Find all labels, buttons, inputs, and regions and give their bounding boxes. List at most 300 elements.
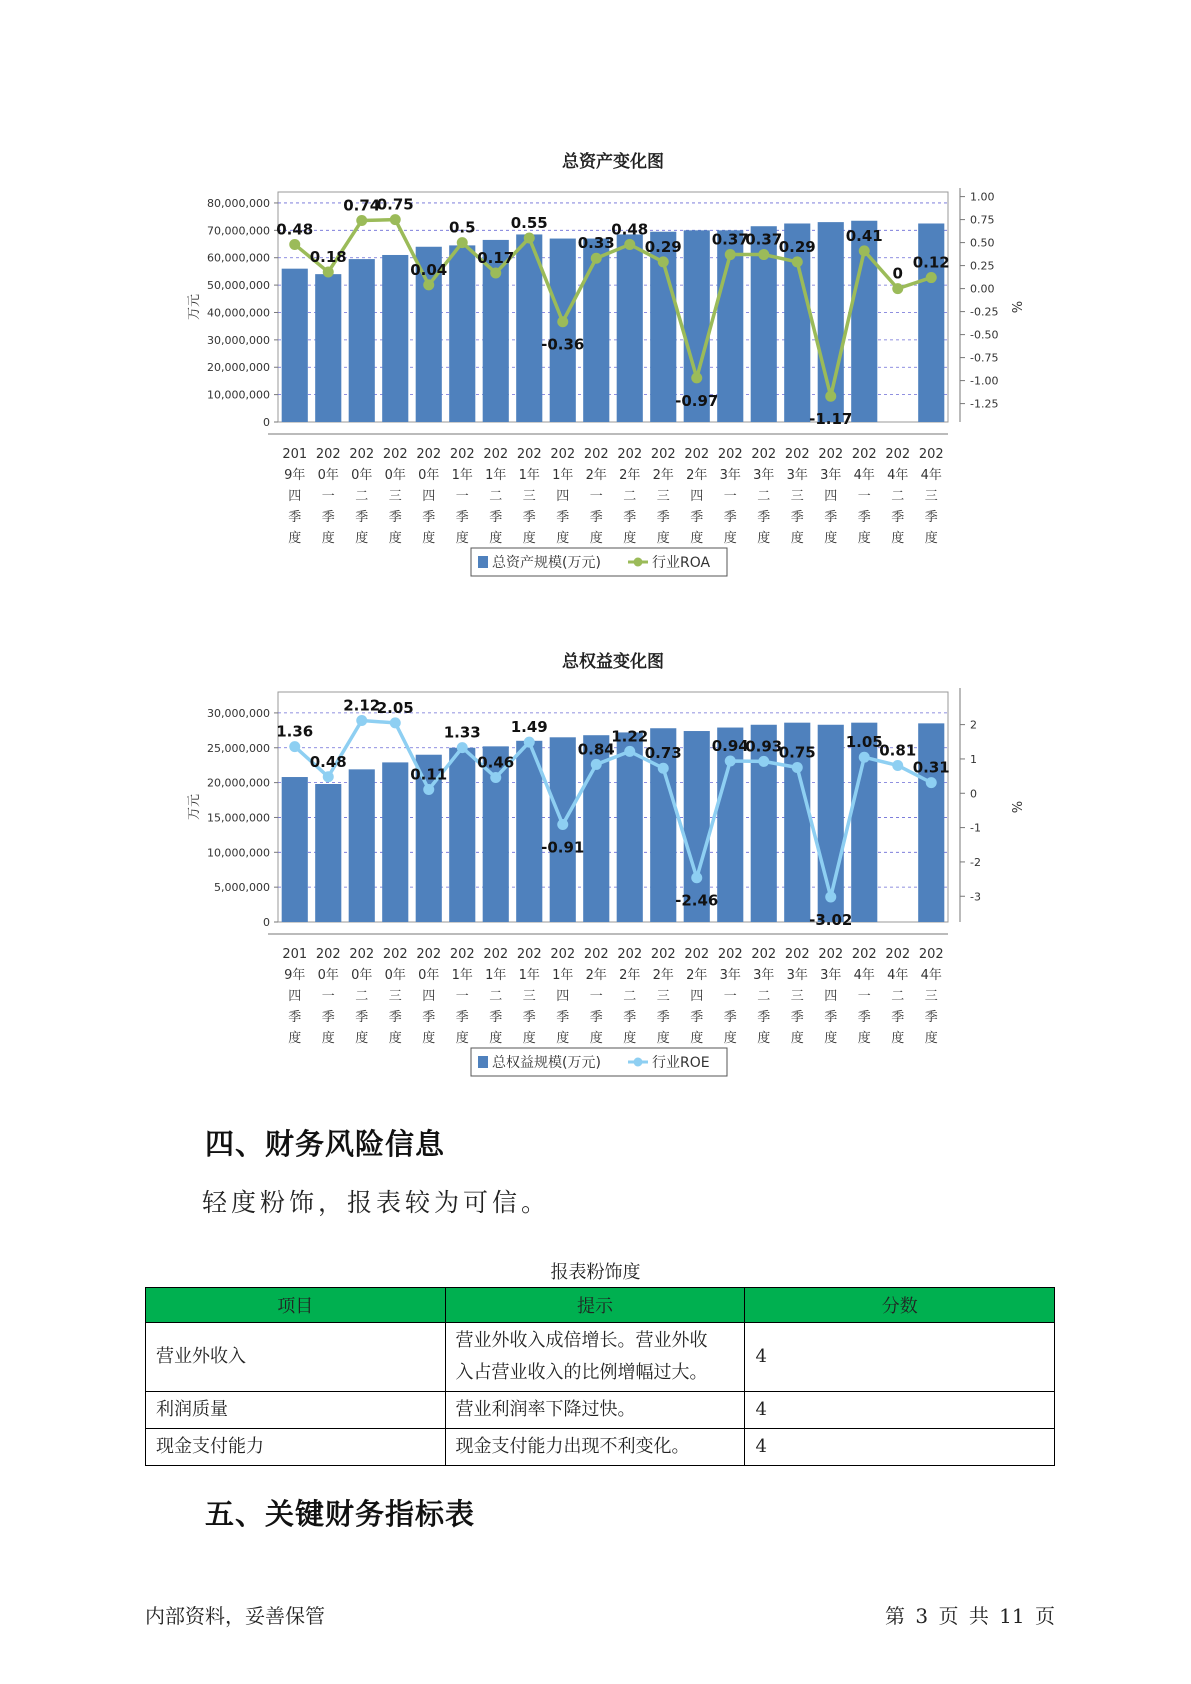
x-tick-label: 季 [589, 510, 603, 525]
x-tick-label: 202 [483, 947, 509, 962]
x-tick-label: 度 [422, 1031, 436, 1046]
x-tick-label: 季 [556, 510, 570, 525]
data-label: 0.18 [309, 248, 347, 267]
data-label: 1.36 [276, 722, 314, 741]
x-tick-label: 度 [522, 1031, 536, 1046]
legend-label: 行业ROE [652, 1055, 710, 1071]
x-tick-label: 度 [824, 1031, 838, 1046]
x-tick-label: 202 [885, 447, 911, 462]
data-label: 0.37 [745, 230, 783, 249]
row-item: 利润质量 [146, 1392, 446, 1429]
x-tick-label: 度 [656, 531, 670, 546]
line-point [825, 891, 836, 902]
x-tick-label: 度 [556, 1031, 570, 1046]
line-point [490, 772, 501, 783]
x-tick-label: 202 [717, 947, 743, 962]
y2-tick-label: -2 [970, 855, 981, 869]
y2-tick-label: -0.50 [970, 328, 999, 342]
x-tick-label: 季 [891, 1010, 905, 1025]
x-tick-label: 季 [355, 1010, 369, 1025]
line-point [557, 819, 568, 830]
x-tick-label: 季 [321, 1010, 335, 1025]
data-label: -3.02 [809, 910, 853, 929]
x-tick-label: 度 [455, 1031, 469, 1046]
data-label: 0.5 [448, 218, 476, 237]
bar [449, 245, 475, 422]
y2-tick-label: 0.75 [970, 213, 995, 227]
x-tick-label: 季 [690, 1010, 704, 1025]
row-score: 4 [745, 1429, 1055, 1466]
x-tick-label: 度 [288, 1031, 302, 1046]
legend-swatch-bar [478, 1056, 488, 1068]
y-tick-label: 5,000,000 [214, 881, 270, 895]
row-hint-line: 入占营业收入的比例增幅过大。 [455, 1362, 708, 1383]
chart-svg [0, 640, 1191, 1100]
x-tick-label: 0年 [317, 468, 339, 483]
data-label: 0.29 [778, 237, 816, 256]
x-tick-label: 度 [422, 531, 436, 546]
bar [349, 769, 375, 922]
data-label: 0.84 [577, 740, 615, 759]
x-tick-label: 度 [321, 531, 335, 546]
x-tick-label: 1年 [485, 968, 507, 983]
x-tick-label: 202 [650, 447, 676, 462]
line-point [457, 742, 468, 753]
footer-confidential: 内部资料，妥善保管 [145, 1604, 325, 1628]
line-point [490, 267, 501, 278]
bar [483, 240, 509, 422]
x-tick-label: 季 [422, 510, 436, 525]
x-tick-label: 度 [623, 1031, 637, 1046]
legend-swatch-point [634, 1058, 643, 1067]
x-tick-label: 202 [583, 447, 609, 462]
x-tick-label: 度 [757, 531, 771, 546]
x-tick-label: 度 [891, 1031, 905, 1046]
x-tick-label: 季 [422, 1010, 436, 1025]
chart-title: 总权益变化图 [562, 652, 664, 672]
x-tick-label: 季 [321, 510, 335, 525]
x-tick-label: 二 [891, 989, 905, 1004]
x-tick-label: 季 [757, 1010, 771, 1025]
x-tick-label: 202 [717, 447, 743, 462]
x-tick-label: 202 [818, 947, 844, 962]
y-tick-label: 60,000,000 [207, 251, 270, 265]
x-tick-label: 4年 [920, 468, 942, 483]
x-tick-label: 季 [824, 1010, 838, 1025]
x-tick-label: 3年 [820, 468, 842, 483]
x-tick-label: 202 [751, 447, 777, 462]
line-point [792, 256, 803, 267]
x-tick-label: 季 [757, 510, 771, 525]
x-tick-label: 202 [550, 947, 576, 962]
x-tick-label: 0年 [418, 468, 440, 483]
line-point [892, 760, 903, 771]
x-tick-label: 度 [723, 1031, 737, 1046]
x-tick-label: 9年 [284, 968, 306, 983]
y-tick-label: 15,000,000 [207, 811, 270, 825]
line-point [323, 267, 334, 278]
bar [315, 274, 341, 422]
x-tick-label: 0年 [418, 968, 440, 983]
x-tick-label: 三 [522, 989, 536, 1004]
x-tick-label: 度 [824, 531, 838, 546]
data-label: 0.33 [577, 234, 615, 253]
line-point [356, 715, 367, 726]
y2-tick-label: 0.25 [970, 259, 995, 273]
bar [617, 732, 643, 922]
x-tick-label: 季 [522, 510, 536, 525]
x-tick-label: 季 [489, 1010, 503, 1025]
line-point [926, 272, 937, 283]
x-tick-label: 202 [483, 447, 509, 462]
x-tick-label: 201 [282, 447, 308, 462]
row-hint [445, 1323, 745, 1392]
x-tick-label: 3年 [719, 968, 741, 983]
data-label: -0.91 [541, 838, 585, 857]
y2-tick-label: 0 [970, 787, 977, 801]
row-item: 现金支付能力 [146, 1429, 446, 1466]
y2-tick-label: -1 [970, 821, 981, 835]
y-axis-label: 万元 [187, 293, 202, 321]
bar [282, 777, 308, 922]
row-score: 4 [745, 1392, 1055, 1429]
line-point [926, 777, 937, 788]
section-title-financial-risk: 四、财务风险信息 [205, 1127, 446, 1161]
x-tick-label: 1年 [485, 468, 507, 483]
x-tick-label: 一 [455, 989, 469, 1004]
x-tick-label: 季 [455, 510, 469, 525]
x-tick-label: 度 [623, 531, 637, 546]
x-tick-label: 度 [723, 531, 737, 546]
legend-label: 行业ROA [652, 555, 711, 571]
line-point [658, 256, 669, 267]
x-tick-label: 202 [349, 447, 375, 462]
data-label: 0.17 [477, 248, 515, 267]
bar [282, 269, 308, 422]
x-tick-label: 3年 [786, 468, 808, 483]
x-tick-label: 202 [617, 447, 643, 462]
y-tick-label: 25,000,000 [207, 741, 270, 755]
total-equity-chart [0, 640, 1191, 1100]
y-tick-label: 20,000,000 [207, 776, 270, 790]
x-tick-label: 3年 [786, 968, 808, 983]
line-point [758, 756, 769, 767]
y-tick-label: 0 [263, 416, 270, 429]
x-tick-label: 度 [288, 531, 302, 546]
y-tick-label: 30,000,000 [207, 333, 270, 347]
x-tick-label: 季 [522, 1010, 536, 1025]
y-tick-label: 40,000,000 [207, 306, 270, 320]
x-tick-label: 1年 [451, 968, 473, 983]
x-tick-label: 季 [388, 1010, 402, 1025]
line-point [825, 391, 836, 402]
x-tick-label: 202 [315, 947, 341, 962]
x-tick-label: 二 [757, 989, 771, 1004]
x-tick-label: 202 [751, 947, 777, 962]
line-point [524, 737, 535, 748]
data-label: 2.12 [343, 696, 381, 715]
data-label: 0.93 [745, 737, 783, 756]
x-tick-label: 三 [924, 489, 938, 504]
x-tick-label: 3年 [820, 968, 842, 983]
x-tick-label: 202 [851, 947, 877, 962]
line-point [323, 771, 334, 782]
line-point [624, 239, 635, 250]
line-point [591, 759, 602, 770]
x-tick-label: 202 [449, 447, 475, 462]
x-tick-label: 2年 [585, 968, 607, 983]
x-tick-label: 0年 [351, 968, 373, 983]
x-tick-label: 季 [790, 1010, 804, 1025]
line-point [859, 752, 870, 763]
data-label: 0 [892, 264, 903, 283]
x-tick-label: 季 [790, 510, 804, 525]
data-label: 1.05 [845, 733, 883, 752]
x-tick-label: 四 [422, 989, 436, 1004]
y-tick-label: 10,000,000 [207, 388, 270, 402]
data-label: 2.05 [376, 698, 414, 717]
header-score: 分数 [745, 1288, 1055, 1323]
line-point [624, 746, 635, 757]
x-tick-label: 202 [617, 947, 643, 962]
x-tick-label: 二 [489, 489, 503, 504]
x-tick-label: 202 [851, 447, 877, 462]
y2-tick-label: -0.75 [970, 351, 999, 365]
data-label: 0.81 [879, 741, 917, 760]
data-label: -0.97 [675, 391, 719, 410]
x-tick-label: 季 [388, 510, 402, 525]
data-label: 0.12 [912, 253, 950, 272]
x-tick-label: 季 [824, 510, 838, 525]
x-tick-label: 季 [656, 510, 670, 525]
x-tick-label: 度 [589, 1031, 603, 1046]
x-tick-label: 202 [516, 447, 542, 462]
x-tick-label: 四 [288, 489, 302, 504]
x-tick-label: 202 [416, 947, 442, 962]
x-tick-label: 2年 [686, 968, 708, 983]
x-tick-label: 度 [489, 531, 503, 546]
y2-tick-label: 1 [970, 752, 977, 766]
data-label: 0.73 [644, 744, 682, 763]
data-label: 0.29 [644, 237, 682, 256]
line-point [423, 279, 434, 290]
table-caption: 报表粉饰度 [550, 1262, 641, 1283]
x-tick-label: 季 [623, 510, 637, 525]
x-tick-label: 度 [790, 531, 804, 546]
line-point [356, 215, 367, 226]
x-tick-label: 202 [550, 447, 576, 462]
x-tick-label: 1年 [552, 968, 574, 983]
data-label: -0.36 [541, 335, 585, 354]
x-tick-label: 季 [723, 1010, 737, 1025]
x-tick-label: 季 [857, 1010, 871, 1025]
x-tick-label: 201 [282, 947, 308, 962]
x-tick-label: 202 [684, 447, 710, 462]
bar [918, 723, 944, 922]
x-tick-label: 3年 [753, 968, 775, 983]
x-tick-label: 2年 [652, 968, 674, 983]
x-tick-label: 度 [857, 1031, 871, 1046]
data-label: 1.49 [510, 718, 548, 737]
footer-page-number: 第 3 页 共 11 页 [885, 1604, 1055, 1628]
line-point [289, 741, 300, 752]
x-tick-label: 3年 [719, 468, 741, 483]
x-tick-label: 一 [857, 489, 871, 504]
x-tick-label: 1年 [451, 468, 473, 483]
x-tick-label: 4年 [853, 468, 875, 483]
x-tick-label: 3年 [753, 468, 775, 483]
y2-axis-label: % [1008, 300, 1023, 314]
line-point [859, 245, 870, 256]
x-tick-label: 度 [924, 1031, 938, 1046]
chart-title: 总资产变化图 [562, 152, 664, 172]
risk-table [145, 1287, 1055, 1466]
row-hint: 现金支付能力出现不利变化。 [445, 1429, 745, 1466]
x-tick-label: 度 [489, 1031, 503, 1046]
x-tick-label: 度 [355, 1031, 369, 1046]
x-tick-label: 1年 [552, 468, 574, 483]
x-tick-label: 度 [690, 531, 704, 546]
x-tick-label: 2年 [686, 468, 708, 483]
row-item: 营业外收入 [146, 1323, 446, 1392]
risk-summary-text: 轻度粉饰，报表较为可信。 [202, 1188, 551, 1217]
x-tick-label: 四 [824, 989, 838, 1004]
x-tick-label: 0年 [317, 968, 339, 983]
data-label: 1.22 [611, 727, 649, 746]
line-point [658, 763, 669, 774]
x-tick-label: 季 [489, 510, 503, 525]
y2-tick-label: -1.25 [970, 397, 999, 411]
x-tick-label: 202 [382, 947, 408, 962]
x-tick-label: 度 [321, 1031, 335, 1046]
y2-axis-label: % [1008, 800, 1023, 814]
x-tick-label: 四 [288, 989, 302, 1004]
x-tick-label: 二 [489, 989, 503, 1004]
x-tick-label: 二 [757, 489, 771, 504]
line-point [557, 316, 568, 327]
x-tick-label: 三 [388, 489, 402, 504]
y-tick-label: 80,000,000 [207, 196, 270, 210]
row-hint-line: 营业外收入成倍增长。营业外收 [455, 1330, 708, 1351]
x-tick-label: 0年 [351, 468, 373, 483]
x-tick-label: 季 [723, 510, 737, 525]
y2-tick-label: 1.00 [970, 190, 995, 204]
x-tick-label: 四 [824, 489, 838, 504]
data-label: 0.48 [611, 220, 649, 239]
x-tick-label: 度 [656, 1031, 670, 1046]
x-tick-label: 4年 [920, 968, 942, 983]
bar [382, 255, 408, 422]
x-tick-label: 202 [416, 447, 442, 462]
x-tick-label: 202 [382, 447, 408, 462]
x-tick-label: 0年 [384, 968, 406, 983]
x-tick-label: 度 [924, 531, 938, 546]
data-label: 0.46 [477, 753, 515, 772]
x-tick-label: 2年 [585, 468, 607, 483]
line-point [691, 372, 702, 383]
x-tick-label: 三 [924, 989, 938, 1004]
y2-tick-label: 0.00 [970, 282, 995, 296]
x-tick-label: 202 [885, 947, 911, 962]
x-tick-label: 度 [690, 1031, 704, 1046]
bar [349, 259, 375, 422]
x-tick-label: 一 [589, 989, 603, 1004]
x-tick-label: 季 [857, 510, 871, 525]
x-tick-label: 四 [556, 989, 570, 1004]
table-header-row [146, 1288, 1055, 1323]
x-tick-label: 季 [556, 1010, 570, 1025]
data-label: 0.48 [276, 220, 314, 239]
x-tick-label: 季 [891, 510, 905, 525]
section-title-key-indicators: 五、关键财务指标表 [205, 1497, 476, 1531]
x-tick-label: 度 [891, 531, 905, 546]
table-row [146, 1323, 1055, 1392]
bar [449, 748, 475, 922]
x-tick-label: 1年 [518, 468, 540, 483]
data-label: 0.37 [711, 230, 749, 249]
x-tick-label: 季 [623, 1010, 637, 1025]
y2-tick-label: 2 [970, 718, 977, 732]
data-label: -2.46 [675, 891, 719, 910]
line-point [892, 283, 903, 294]
x-tick-label: 季 [355, 510, 369, 525]
x-tick-label: 2年 [619, 968, 641, 983]
data-label: 0.94 [711, 737, 749, 755]
x-tick-label: 2年 [619, 468, 641, 483]
bar [315, 784, 341, 922]
y-axis-label: 万元 [187, 793, 202, 821]
x-tick-label: 三 [656, 989, 670, 1004]
header-hint: 提示 [445, 1288, 745, 1323]
y-tick-label: 10,000,000 [207, 846, 270, 860]
x-tick-label: 季 [690, 510, 704, 525]
line-point [725, 249, 736, 260]
x-tick-label: 202 [684, 947, 710, 962]
x-tick-label: 9年 [284, 468, 306, 483]
x-tick-label: 度 [757, 1031, 771, 1046]
data-label: 0.74 [343, 196, 381, 215]
y-tick-label: 20,000,000 [207, 361, 270, 375]
x-tick-label: 一 [321, 489, 335, 504]
x-tick-label: 二 [623, 989, 637, 1004]
line-point [457, 237, 468, 248]
x-tick-label: 202 [315, 447, 341, 462]
legend-swatch-point [634, 558, 643, 567]
table-row [146, 1392, 1055, 1429]
legend-label: 总资产规模(万元) [492, 555, 601, 571]
x-tick-label: 一 [455, 489, 469, 504]
total-assets-chart [0, 140, 1191, 600]
data-label: 0.48 [309, 752, 347, 771]
y-tick-label: 50,000,000 [207, 279, 270, 293]
x-tick-label: 1年 [518, 968, 540, 983]
x-tick-label: 202 [449, 947, 475, 962]
x-tick-label: 度 [522, 531, 536, 546]
x-tick-label: 二 [355, 489, 369, 504]
x-tick-label: 度 [455, 531, 469, 546]
x-tick-label: 4年 [887, 468, 909, 483]
x-tick-label: 一 [723, 989, 737, 1004]
x-tick-label: 季 [288, 1010, 302, 1025]
x-tick-label: 二 [623, 489, 637, 504]
x-tick-label: 一 [321, 989, 335, 1004]
legend-label: 总权益规模(万元) [492, 1055, 601, 1071]
x-tick-label: 二 [355, 989, 369, 1004]
bar [583, 239, 609, 422]
data-label: 0.75 [376, 195, 414, 214]
x-tick-label: 度 [388, 1031, 402, 1046]
data-label: 0.11 [410, 765, 448, 784]
